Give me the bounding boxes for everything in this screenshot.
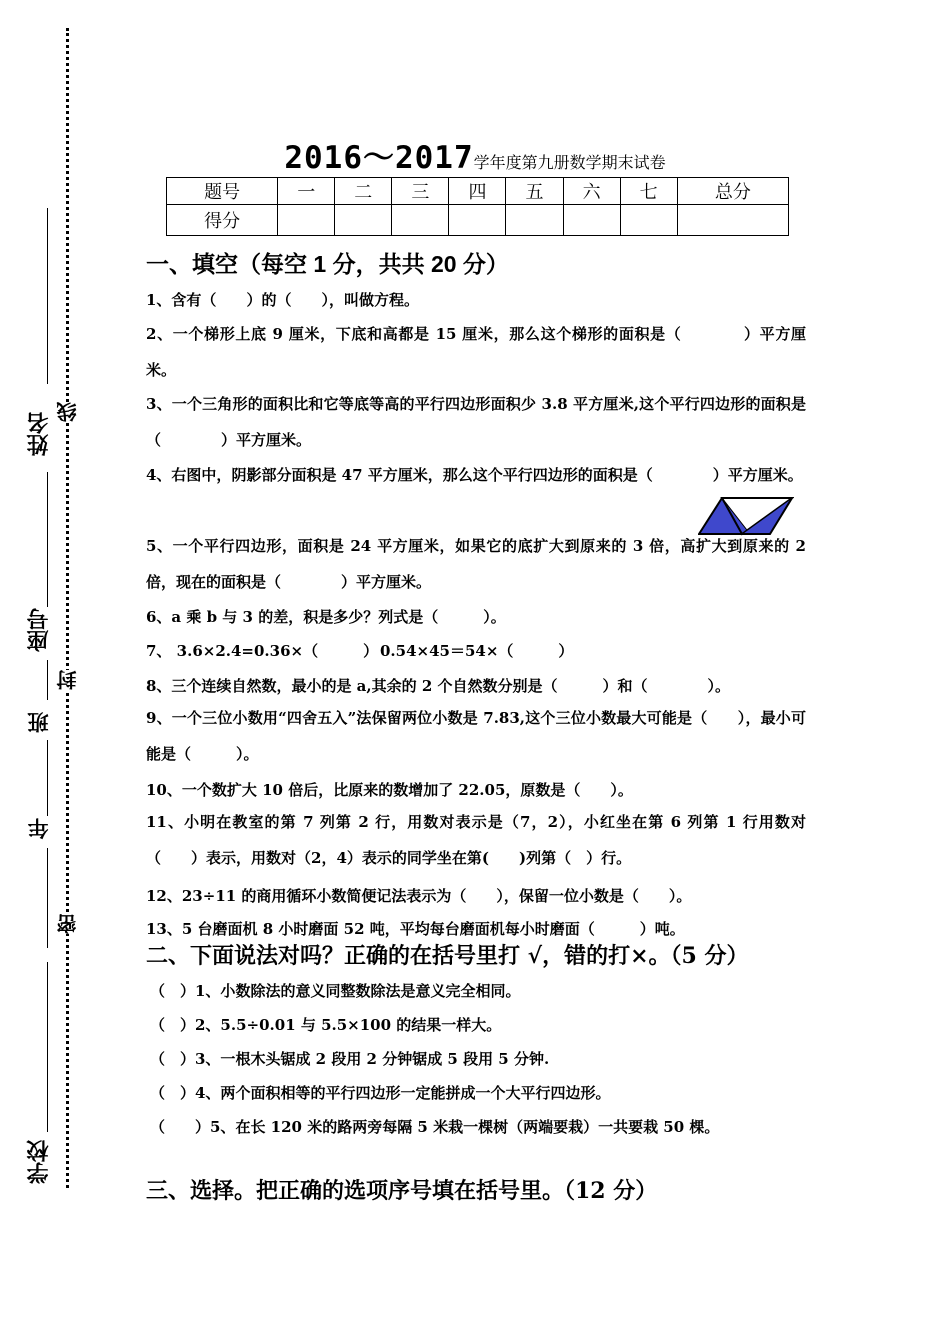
judge-item-4: （ ）4、两个面积相等的平行四边形一定能拼成一个大平行四边形。 (150, 1084, 611, 1102)
title-rest: 学年度第九册数学期末试卷 (473, 153, 666, 172)
school-underline (47, 962, 48, 1132)
question-4: 4、右图中，阴影部分面积是 47 平方厘米，那么这个平行四边形的面积是（ ）平方厘米。 (146, 466, 803, 484)
name-underline (47, 208, 48, 384)
score-header-cell: 题号 (167, 178, 278, 205)
score-cell (563, 205, 620, 236)
score-header-cell: 六 (563, 178, 620, 205)
grade-label: 年 (26, 818, 51, 839)
question-8: 8、三个连续自然数，最小的是 a,其余的 2 个自然数分别是（ ）和（ ）。 (146, 677, 730, 695)
question-7a: 7、 3.6×2.4=0.36×（ ） (146, 642, 379, 660)
binding-line-char: 线 (56, 402, 80, 422)
score-cell (392, 205, 449, 236)
judge-item-5: （ ）5、在长 120 米的路两旁每隔 5 米栽一棵树（两端要栽）一共要栽 50 棵。 (150, 1118, 720, 1136)
score-header-cell: 二 (335, 178, 392, 205)
question-9: 9、一个三位小数用“四舍五入”法保留两位小数是 7.83,这个三位小数最大可能是（ ），最小可能是（ ）。 (146, 709, 806, 763)
question-6: 6、a 乘 b 与 3 的差，积是多少？列式是（ ）。 (146, 608, 506, 626)
name-label: 姓名 (26, 412, 52, 456)
score-header-cell: 一 (278, 178, 335, 205)
binding-seal-char: 封 (56, 670, 80, 690)
question-1: 1、含有（ ）的（ ），叫做方程。 (146, 291, 419, 309)
binding-secret-char: 密 (56, 914, 80, 934)
question-13: 13、5 台磨面机 8 小时磨面 52 吨，平均每台磨面机每小时磨面（ ）吨。 (146, 920, 685, 938)
question-5: 5、一个平行四边形，面积是 24 平方厘米，如果它的底扩大到原来的 3 倍，高扩大到原来的 2 倍，现在的面积是（ ）平方厘米。 (146, 537, 806, 591)
score-table (166, 177, 789, 236)
grade-underline (47, 848, 48, 948)
seat-underline (47, 472, 48, 607)
question-7b: 0.54×45＝54×（ ） (380, 642, 574, 660)
judge-item-2: （ ）2、5.5÷0.01 与 5.5×100 的结果一样大。 (150, 1016, 502, 1034)
score-cell (335, 205, 392, 236)
class-underline-top (47, 660, 48, 700)
score-header-cell: 总分 (677, 178, 788, 205)
score-cell (506, 205, 563, 236)
score-cell (278, 205, 335, 236)
question-11: 11、小明在教室的第 7 列第 2 行，用数对表示是（7，2），小红坐在第 6 列第 1 行用数对（ ）表示，用数对（2，4）表示的同学坐在第( )列第（ ）行。 (146, 813, 806, 867)
judge-item-3: （ ）3、一根木头锯成 2 段用 2 分钟锯成 5 段用 5 分钟. (150, 1050, 550, 1068)
binding-dotted-line (66, 28, 69, 1188)
score-header-cell: 七 (620, 178, 677, 205)
score-header-cell: 三 (392, 178, 449, 205)
seat-label: 座号 (26, 608, 52, 652)
section2-title: 二、下面说法对吗？正确的在括号里打 √，错的打×。（5 分） (146, 943, 749, 969)
question-10: 10、一个数扩大 10 倍后，比原来的数增加了 22.05，原数是（ ）。 (146, 781, 633, 799)
score-header-cell: 四 (449, 178, 506, 205)
score-table-header-row (167, 178, 789, 205)
question-2: 2、一个梯形上底 9 厘米，下底和高都是 15 厘米，那么这个梯形的面积是（ ）平方厘米。 (146, 325, 806, 379)
class-underline (47, 740, 48, 816)
school-label: 学校 (26, 1140, 52, 1184)
section1-title: 一、填空（每空 1 分，共共 20 分） (146, 251, 509, 277)
score-cell (449, 205, 506, 236)
question-3: 3、一个三角形的面积比和它等底等高的平行四边形面积少 3.8 平方厘米,这个平行四边形的面积是（ ）平方厘米。 (146, 395, 806, 449)
section3-title: 三、选择。把正确的选项序号填在括号里。（12 分） (146, 1178, 658, 1204)
score-cell (620, 205, 677, 236)
question-12: 12、23÷11 的商用循环小数简便记法表示为（ ），保留一位小数是（ ）。 (146, 887, 692, 905)
score-cell (677, 205, 788, 236)
title-year: 2016～2017 (284, 140, 474, 176)
class-label: 班 (26, 712, 51, 733)
page-title (0, 132, 950, 177)
score-header-cell: 五 (506, 178, 563, 205)
score-row-label: 得分 (167, 205, 278, 236)
score-table-score-row (167, 205, 789, 236)
judge-item-1: （ ）1、小数除法的意义同整数除法是意义完全相同。 (150, 982, 521, 1000)
